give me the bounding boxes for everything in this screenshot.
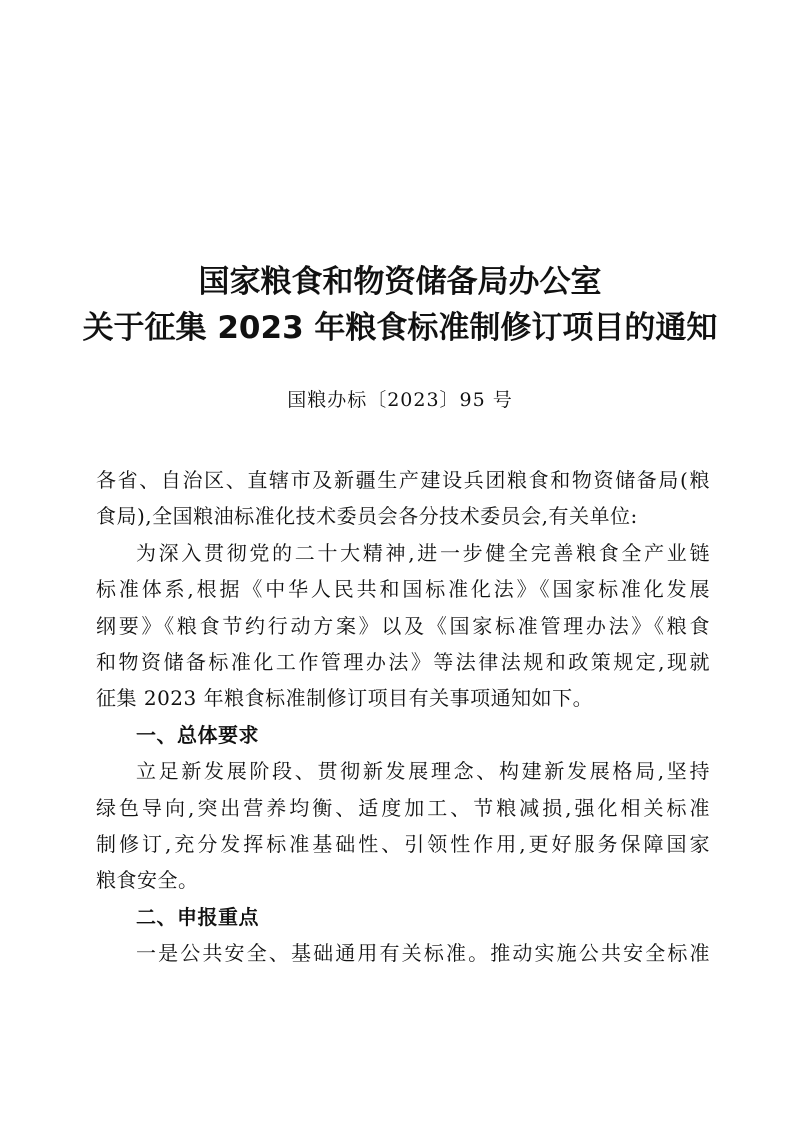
section-heading-key-points: 二、申报重点 xyxy=(136,904,259,929)
document-title-line-1: 国家粮食和物资储备局办公室 xyxy=(198,264,602,300)
section1-line: 立足新发展阶段、贯彻新发展理念、构建新发展格局,坚持 xyxy=(136,759,710,784)
document-title-line-2: 关于征集 2023 年粮食标准制修订项目的通知 xyxy=(82,310,718,346)
section1-paragraph xyxy=(96,753,710,899)
document-number: 国粮办标〔2023〕95 号 xyxy=(287,389,513,411)
addressee-paragraph xyxy=(96,462,710,535)
intro-line: 标准体系,根据《中华人民共和国标准化法》《国家标准化发展 xyxy=(96,577,710,602)
section2-paragraph xyxy=(96,935,710,971)
section1-line: 制修订,充分发挥标准基础性、引领性作用,更好服务保障国家 xyxy=(96,832,710,857)
addressee-line: 各省、自治区、直辖市及新疆生产建设兵团粮食和物资储备局(粮 xyxy=(96,468,710,492)
document-body xyxy=(96,462,710,972)
addressee-line: 食局),全国粮油标准化技术委员会各分技术委员会,有关单位: xyxy=(96,504,638,529)
intro-line: 为深入贯彻党的二十大精神,进一步健全完善粮食全产业链 xyxy=(136,540,710,565)
section1-line: 绿色导向,突出营养均衡、适度加工、节粮减损,强化相关标准 xyxy=(96,795,710,820)
intro-line: 和物资储备标准化工作管理办法》等法律法规和政策规定,现就 xyxy=(96,650,710,675)
intro-line: 纲要》《粮食节约行动方案》以及《国家标准管理办法》《粮食 xyxy=(96,613,710,638)
intro-line: 征集 2023 年粮食标准制修订项目有关事项通知如下。 xyxy=(96,686,594,711)
section2-line: 一是公共安全、基础通用有关标准。推动实施公共安全标准 xyxy=(136,941,710,966)
section-heading-overall-requirements: 一、总体要求 xyxy=(136,722,259,747)
section1-line: 粮食安全。 xyxy=(96,868,199,893)
intro-paragraph xyxy=(96,535,710,717)
